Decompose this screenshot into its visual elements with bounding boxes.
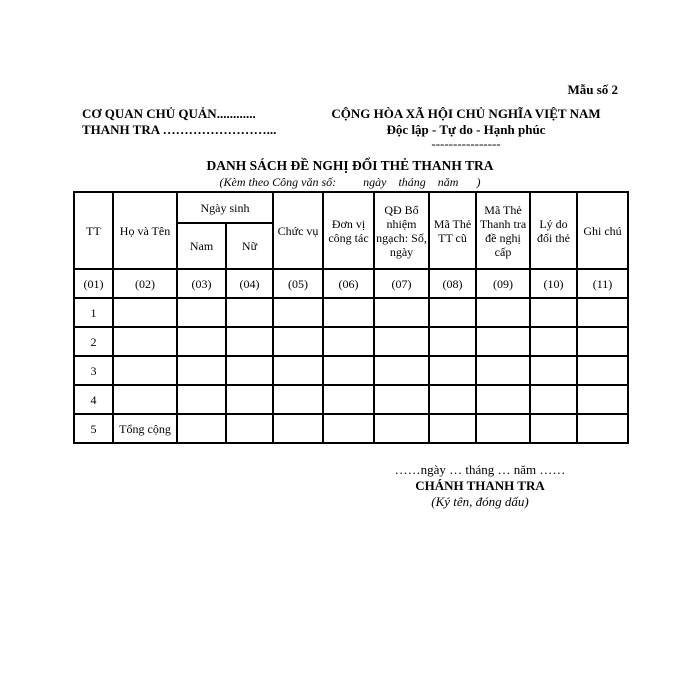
governing-agency-line: CƠ QUAN CHỦ QUẢN............ bbox=[82, 106, 256, 121]
column-number: (09) bbox=[476, 269, 530, 298]
table-row bbox=[74, 385, 628, 414]
empty-cell bbox=[177, 385, 226, 414]
column-number: (01) bbox=[74, 269, 113, 298]
empty-cell bbox=[476, 414, 530, 443]
row-number: 2 bbox=[74, 327, 113, 356]
empty-cell bbox=[323, 298, 374, 327]
empty-cell bbox=[323, 327, 374, 356]
empty-cell bbox=[323, 356, 374, 385]
empty-cell bbox=[577, 385, 628, 414]
empty-cell bbox=[577, 327, 628, 356]
empty-cell bbox=[577, 356, 628, 385]
header-row-1 bbox=[74, 192, 628, 223]
agency-header bbox=[82, 106, 276, 138]
inspectorate-line: THANH TRA ……………………... bbox=[82, 122, 277, 137]
empty-cell bbox=[177, 414, 226, 443]
empty-cell bbox=[177, 298, 226, 327]
header-female: Nữ bbox=[226, 223, 273, 269]
column-number: (07) bbox=[374, 269, 429, 298]
row-number: 5 bbox=[74, 414, 113, 443]
empty-cell bbox=[273, 327, 323, 356]
column-number: (06) bbox=[323, 269, 374, 298]
column-number: (05) bbox=[273, 269, 323, 298]
empty-cell bbox=[323, 385, 374, 414]
card-request-table bbox=[73, 191, 629, 444]
row-name bbox=[113, 385, 177, 414]
empty-cell bbox=[273, 298, 323, 327]
header-unit: Đơn vị công tác bbox=[323, 192, 374, 269]
empty-cell bbox=[226, 356, 273, 385]
empty-cell bbox=[226, 385, 273, 414]
empty-cell bbox=[429, 298, 476, 327]
empty-cell bbox=[577, 414, 628, 443]
document-title: DANH SÁCH ĐỀ NGHỊ ĐỔI THẺ THANH TRA bbox=[206, 158, 494, 173]
empty-cell bbox=[374, 356, 429, 385]
document-subtitle: (Kèm theo Công văn số: ngày tháng năm ) bbox=[219, 175, 481, 189]
empty-cell bbox=[429, 385, 476, 414]
row-name bbox=[113, 298, 177, 327]
empty-cell bbox=[577, 298, 628, 327]
empty-cell bbox=[530, 327, 577, 356]
column-number: (03) bbox=[177, 269, 226, 298]
column-number-row bbox=[74, 269, 628, 298]
empty-cell bbox=[476, 327, 530, 356]
header-position: Chức vụ bbox=[273, 192, 323, 269]
empty-cell bbox=[530, 385, 577, 414]
table-row bbox=[74, 327, 628, 356]
empty-cell bbox=[273, 414, 323, 443]
empty-cell bbox=[323, 414, 374, 443]
column-number: (04) bbox=[226, 269, 273, 298]
table-row bbox=[74, 356, 628, 385]
header-old-card: Mã Thẻ TT cũ bbox=[429, 192, 476, 269]
table-row bbox=[74, 298, 628, 327]
column-number: (11) bbox=[577, 269, 628, 298]
signature-block bbox=[360, 462, 600, 510]
signer-title: CHÁNH THANH TRA bbox=[415, 478, 545, 493]
empty-cell bbox=[374, 327, 429, 356]
empty-cell bbox=[177, 327, 226, 356]
row-number: 4 bbox=[74, 385, 113, 414]
empty-cell bbox=[374, 298, 429, 327]
form-number: Mẫu số 2 bbox=[567, 82, 618, 97]
row-name bbox=[113, 356, 177, 385]
total-row bbox=[74, 414, 628, 443]
header-decision: QĐ Bổ nhiệm ngạch: Số, ngày bbox=[374, 192, 429, 269]
row-number: 1 bbox=[74, 298, 113, 327]
header-name: Họ và Tên bbox=[113, 192, 177, 269]
empty-cell bbox=[429, 356, 476, 385]
national-motto: Độc lập - Tự do - Hạnh phúc bbox=[386, 122, 546, 137]
empty-cell bbox=[226, 414, 273, 443]
row-number: 3 bbox=[74, 356, 113, 385]
empty-cell bbox=[476, 298, 530, 327]
empty-cell bbox=[476, 385, 530, 414]
empty-cell bbox=[273, 385, 323, 414]
column-number: (02) bbox=[113, 269, 177, 298]
signer-note: (Ký tên, đóng dấu) bbox=[431, 494, 529, 509]
header-male: Nam bbox=[177, 223, 226, 269]
country-name: CỘNG HÒA XÃ HỘI CHỦ NGHĨA VIỆT NAM bbox=[331, 106, 601, 121]
empty-cell bbox=[530, 356, 577, 385]
motto-divider: ---------------- bbox=[431, 136, 501, 151]
header-tt: TT bbox=[74, 192, 113, 269]
header-reason: Lý do đổi thẻ bbox=[530, 192, 577, 269]
empty-cell bbox=[530, 414, 577, 443]
row-name: Tổng cộng bbox=[113, 414, 177, 443]
empty-cell bbox=[429, 414, 476, 443]
header-dob: Ngày sinh bbox=[177, 192, 273, 223]
national-header bbox=[318, 106, 614, 150]
empty-cell bbox=[530, 298, 577, 327]
empty-cell bbox=[374, 385, 429, 414]
signature-date-line: ……ngày … tháng … năm …… bbox=[394, 462, 566, 477]
empty-cell bbox=[429, 327, 476, 356]
empty-cell bbox=[273, 356, 323, 385]
empty-cell bbox=[226, 327, 273, 356]
row-name bbox=[113, 327, 177, 356]
empty-cell bbox=[374, 414, 429, 443]
empty-cell bbox=[476, 356, 530, 385]
empty-cell bbox=[177, 356, 226, 385]
column-number: (10) bbox=[530, 269, 577, 298]
header-new-card: Mã Thẻ Thanh tra đề nghị cấp bbox=[476, 192, 530, 269]
column-number: (08) bbox=[429, 269, 476, 298]
header-note: Ghi chú bbox=[577, 192, 628, 269]
empty-cell bbox=[226, 298, 273, 327]
